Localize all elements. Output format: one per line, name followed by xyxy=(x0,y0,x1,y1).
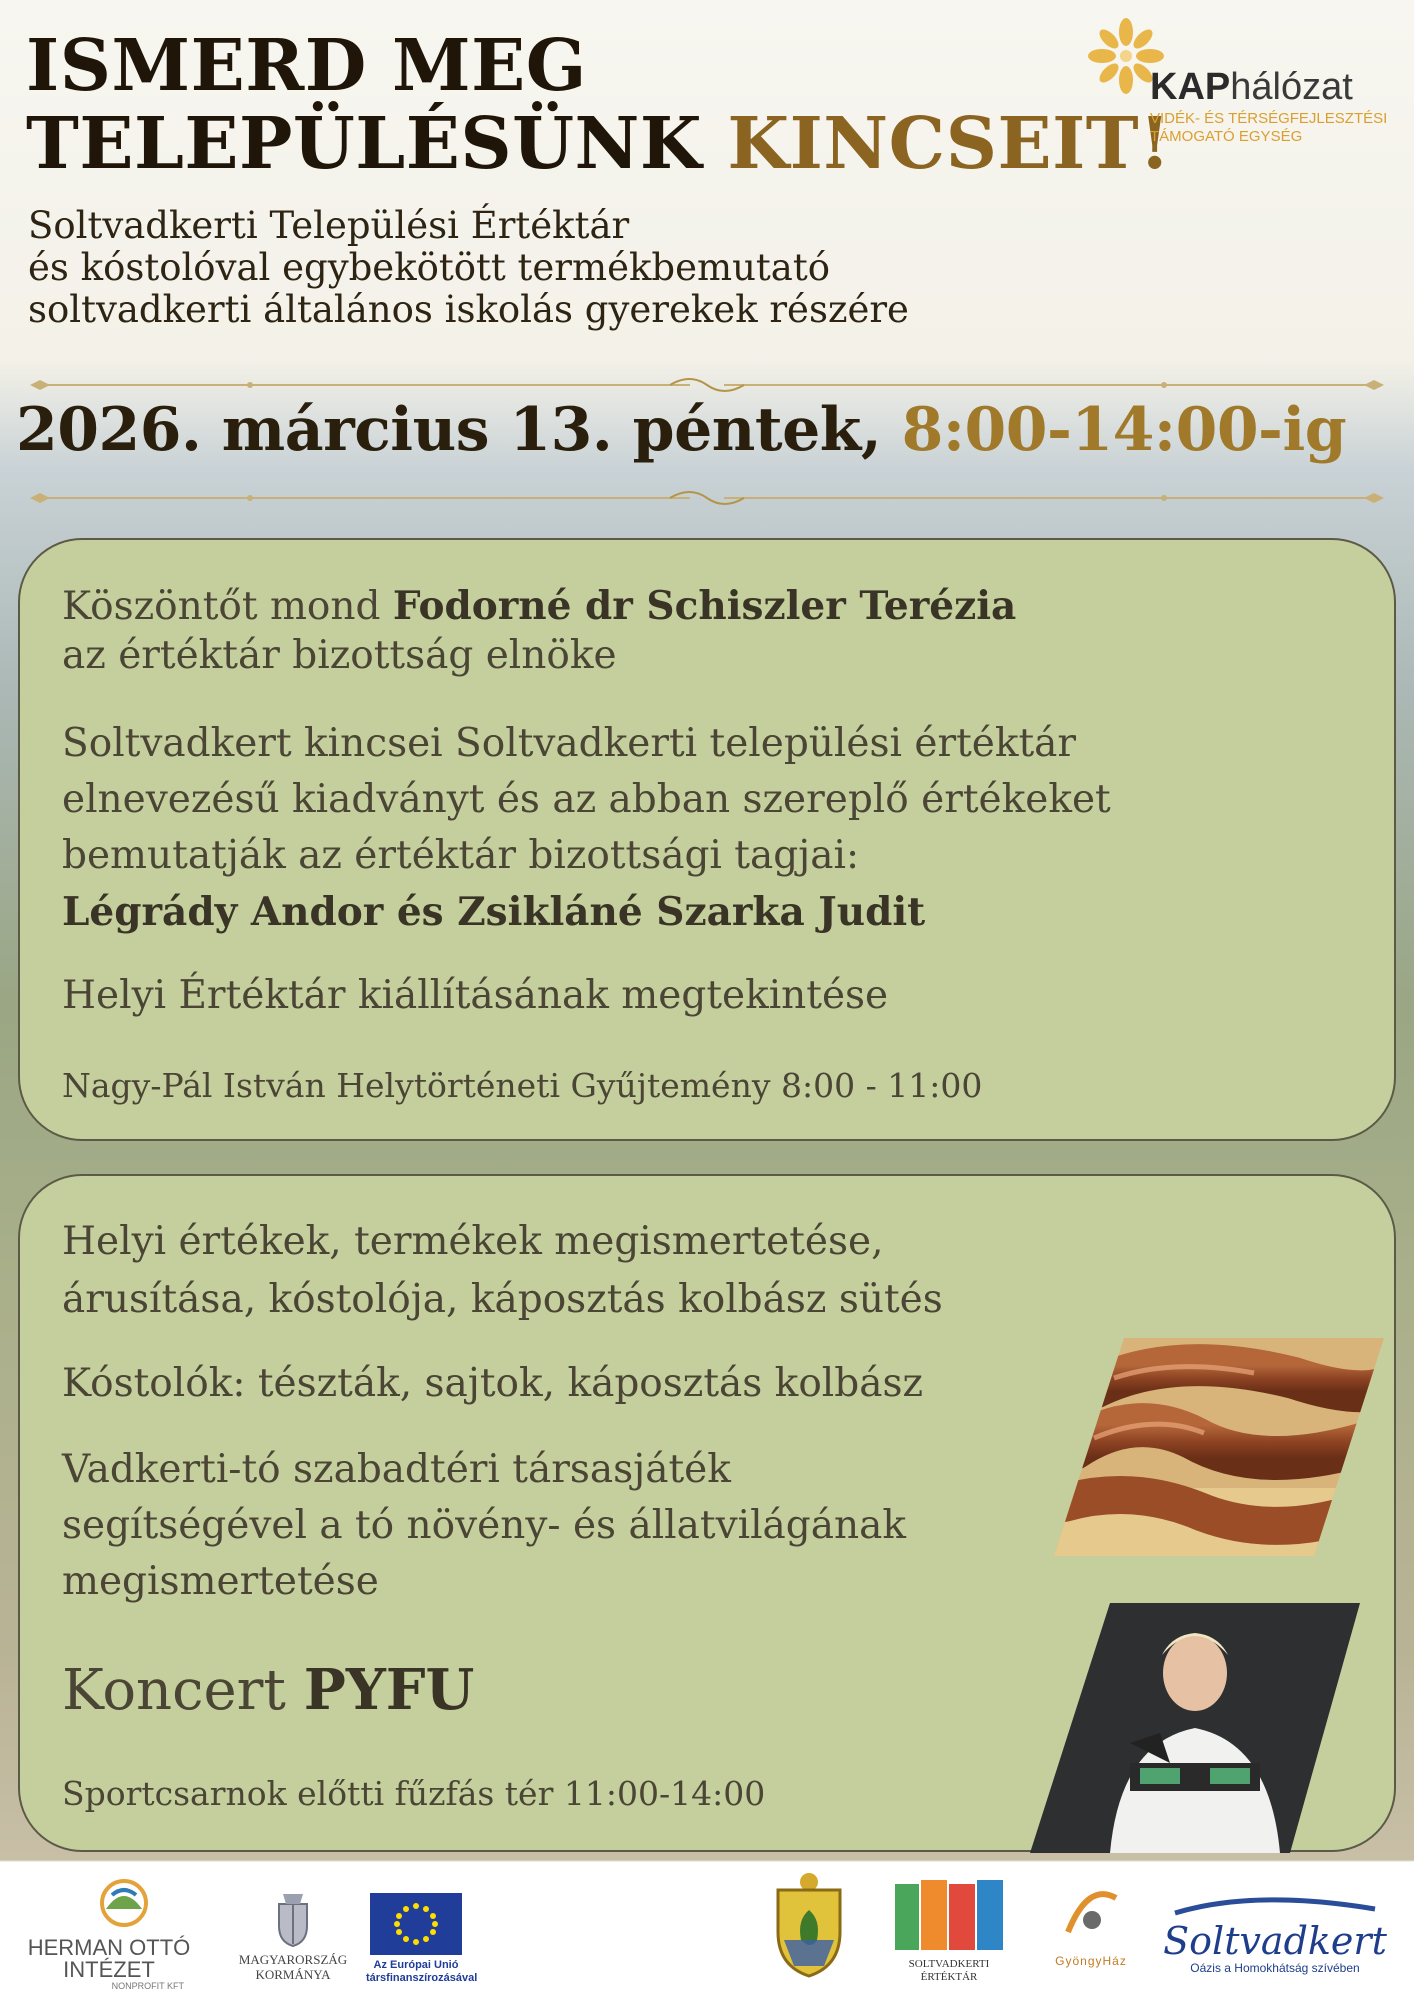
program-card-1 xyxy=(18,538,1396,1141)
event-date xyxy=(16,395,1346,465)
event-time: 8:00-14:00-ig xyxy=(901,395,1347,465)
kap-logo-bold: KAP xyxy=(1150,66,1231,108)
ertektar-line-2: ÉRTÉKTÁR xyxy=(920,1971,978,1983)
herman-line-3: NONPROFIT KFT xyxy=(111,1981,184,1991)
kap-logo-name xyxy=(1150,66,1353,109)
exhibition-line: Helyi Értéktár kiállításának megtekintése xyxy=(62,973,889,1018)
gov-line-1: MAGYARORSZÁG xyxy=(238,1952,348,1967)
herman-line-1: HERMAN OTTÓ xyxy=(27,1935,191,1960)
description-line-3: bemutatják az értéktár bizottsági tagjai: xyxy=(62,833,860,878)
products-line-1: Helyi értékek, termékek megismertetése, xyxy=(62,1219,884,1264)
exhibition-location: Nagy-Pál István Helytörténeti Gyűjtemény 8:00 - 11:00 xyxy=(62,1066,983,1105)
soltvadkert-tagline: Oázis a Homokhátság szívében xyxy=(1190,1961,1360,1975)
concert-prefix: Koncert xyxy=(62,1658,304,1723)
kap-logo-subtitle xyxy=(1150,110,1387,146)
eu-logo xyxy=(366,1893,478,1993)
eu-line-1: Az Európai Unió xyxy=(373,1959,459,1971)
ornament-divider-bottom xyxy=(10,483,1404,513)
greeting-name: Fodorné dr Schiszler Terézia xyxy=(392,583,1017,629)
presenters: Légrády Andor és Zsikláné Szarka Judit xyxy=(62,889,926,935)
description-line-1: Soltvadkert kincsei Soltvadkerti települési értéktár xyxy=(62,721,1077,766)
greeting-prefix: Köszöntőt mond xyxy=(62,584,393,629)
government-logo xyxy=(238,1890,348,1990)
soltvadkert-name: Soltvadkert xyxy=(1163,1919,1387,1963)
herman-line-2: INTÉZET xyxy=(63,1957,155,1982)
kap-logo-rest: hálózat xyxy=(1230,66,1353,108)
game-line-1: Vadkerti-tó szabadtéri társasjáték xyxy=(62,1447,731,1492)
title-line-2-dark: TELEPÜLÉSÜNK xyxy=(26,101,728,185)
coat-of-arms-icon xyxy=(774,1870,844,1980)
event-day: 2026. március 13. péntek, xyxy=(16,395,882,465)
subtitle-line-2: és kóstolóval egybekötött termékbemutató xyxy=(28,246,830,289)
ertektar-logo xyxy=(888,1878,1010,1990)
subtitle-line-3: soltvadkerti általános iskolás gyerekek részére xyxy=(28,288,909,331)
gov-line-2: KORMÁNYA xyxy=(255,1967,331,1982)
wave-icon xyxy=(1155,1893,1395,1917)
gyongyhaz-logo xyxy=(1046,1880,1136,1990)
subtitle xyxy=(28,205,909,331)
sausage-photo xyxy=(1054,1338,1384,1556)
eu-flag-icon xyxy=(366,1893,466,1955)
game-line-2: segítségével a tó növény- és állatvilágának xyxy=(62,1503,907,1548)
town-coat-of-arms xyxy=(774,1870,844,1980)
page-title xyxy=(26,23,1171,185)
title-line-2 xyxy=(26,101,1171,185)
subtitle-line-1: Soltvadkerti Települési Értéktár xyxy=(28,204,630,247)
game-line-3: megismertetése xyxy=(62,1559,379,1604)
title-line-1: ISMERD MEG xyxy=(26,23,587,107)
gyongyhaz-name: GyöngyHáz xyxy=(1055,1954,1127,1968)
greeting-role: az értéktár bizottság elnöke xyxy=(62,633,617,678)
tasting-line: Kóstolók: tészták, sajtok, káposztás kolbász xyxy=(62,1361,924,1406)
pearl-icon xyxy=(1056,1880,1126,1950)
greeting-line xyxy=(62,582,1016,631)
concert-line xyxy=(62,1656,474,1725)
description-line-2: elnevezésű kiadványt és az abban szereplő értékeket xyxy=(62,777,1111,822)
concert-name: PYFU xyxy=(303,1657,475,1723)
kap-sub-line-1: VIDÉK- ÉS TÉRSÉGFEJLESZTÉSI xyxy=(1150,110,1388,127)
title-line-2-gold: KINCSEIT! xyxy=(727,101,1171,185)
eu-line-2: társfinanszírozásával xyxy=(366,1972,478,1984)
herman-otto-logo xyxy=(14,1873,204,1991)
kap-sub-line-2: TÁMOGATÓ EGYSÉG xyxy=(1150,128,1303,145)
hungarian-coat-of-arms-icon xyxy=(273,1890,313,1948)
concert-location: Sportcsarnok előtti fűzfás tér 11:00-14:00 xyxy=(62,1774,766,1813)
ertektar-emblem-icon xyxy=(891,1878,1007,1954)
herman-otto-emblem-icon xyxy=(14,1873,204,1933)
soltvadkert-logo xyxy=(1150,1893,1400,1988)
singer-photo xyxy=(1030,1603,1360,1853)
products-line-2: árusítása, kóstolója, káposztás kolbász sütés xyxy=(62,1277,943,1322)
ertektar-line-1: SOLTVADKERTI xyxy=(908,1958,990,1970)
